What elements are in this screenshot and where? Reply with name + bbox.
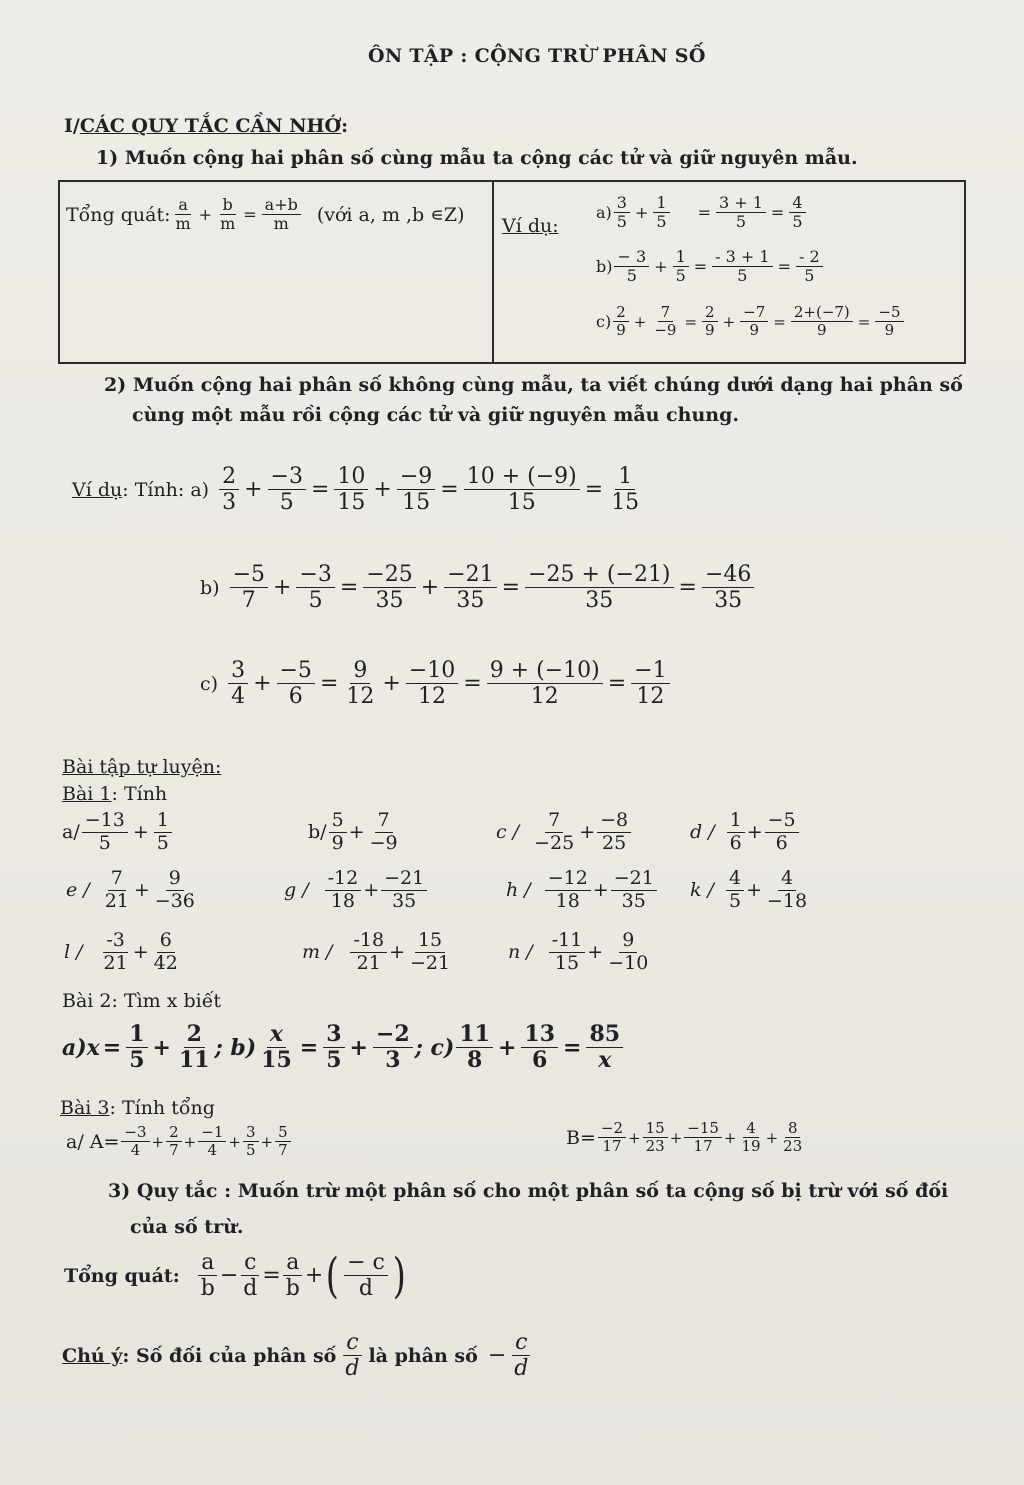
example-label: Ví dụ:	[502, 215, 559, 237]
fraction: $\frac{-5}{6}$	[765, 810, 799, 855]
fraction: $\frac{9}{12}$	[346, 658, 375, 710]
exercise-c: c / $\frac{7}{-25}$ + $\frac{-8}{25}$	[496, 810, 633, 855]
fraction: $\frac{10}{15}$	[334, 464, 368, 516]
rule-3-general: Tổng quát: $\frac{a}{b}$ − $\frac{c}{d}$ = $\frac{a}{b}$ + ( $\frac{- c}{d}$ )	[64, 1247, 406, 1304]
fraction: $\frac{10 + (-9)}{15}$	[464, 464, 580, 516]
example-2b: b) $\frac{-5}{7}$ + $\frac{-3}{5}$ = $\frac{-25}{35}$ + $\frac{-21}{35}$ = $\frac{-25 + (-21)}{35}$ = $\frac{-46}{35}$	[200, 562, 756, 614]
fraction: $\frac{-21}{35}$	[611, 868, 657, 913]
example-2a: Ví dụ: Tính: a) $\frac{2}{3}$ + $\frac{-3}{5}$ = $\frac{10}{15}$ + $\frac{-9}{15}$ = $\frac{10 + (-9)}{15}$ = $\frac{1}{15}$	[72, 464, 644, 516]
exercise-n: n / $\frac{-11}{15}$ + $\frac{9}{-10}$	[508, 930, 653, 975]
fraction: $\frac{-18}{21}$	[350, 930, 387, 975]
fraction: $\frac{- c}{d}$	[344, 1250, 388, 1302]
fraction: $\frac{-25}{35}$	[363, 562, 415, 614]
fraction: $\frac{11}{8}$	[456, 1022, 493, 1074]
fraction: $\frac{7}{-9}$	[369, 809, 398, 854]
rule-2-line2: cùng một mẫu rồi cộng các tử và giữ nguyên mẫu chung.	[132, 404, 739, 426]
bai2-heading: Bài 2: Tìm x biết	[62, 990, 222, 1012]
fraction: $\frac{-3}{21}$	[103, 929, 128, 974]
fraction: $\frac{-21}{35}$	[444, 562, 496, 614]
exercise-k: k / $\frac{4}{5}$ + $\frac{4}{-18}$	[690, 868, 812, 913]
fraction: $\frac{3}{5}$	[614, 194, 630, 232]
exercises-heading: Bài tập tự luyện:	[62, 756, 222, 778]
fraction: $\frac{4}{5}$	[726, 868, 744, 913]
right-paren: )	[392, 1247, 406, 1304]
fraction: $\frac{-9}{15}$	[397, 464, 435, 516]
page-title: ÔN TẬP : CỘNG TRỪ PHÂN SỐ	[368, 45, 706, 67]
fraction: $\frac{-15}{17}$	[684, 1120, 722, 1156]
fraction: $\frac{5}{9}$	[329, 810, 347, 855]
fraction: $\frac{9}{-10}$	[608, 929, 649, 974]
fraction: $\frac{-5}{7}$	[230, 562, 268, 614]
fraction: $\frac{c}{d}$	[511, 1330, 531, 1382]
fraction: $\frac{-1}{12}$	[631, 658, 669, 710]
fraction: $\frac{- 3 + 1}{5}$	[712, 248, 772, 286]
bai3-a: a/ A= $\frac{-3}{4}$ + $\frac{2}{7}$ + $\frac{-1}{4}$ + $\frac{3}{5}$ + $\frac{5}{7}$	[66, 1124, 293, 1160]
fraction: $\frac{1}{5}$	[126, 1022, 147, 1074]
fraction: $\frac{2}{11}$	[178, 1021, 210, 1074]
fraction: $\frac{-2}{3}$	[373, 1022, 413, 1074]
fraction: $\frac{-21}{35}$	[381, 868, 427, 913]
bai3-b: B= $\frac{-2}{17}$ + $\frac{15}{23}$ + $\frac{-15}{17}$ + $\frac{4}{19}$ + $\frac{8}{23}$	[566, 1120, 807, 1156]
exercise-m: m / $\frac{-18}{21}$ + $\frac{15}{-21}$	[302, 930, 455, 975]
fraction: $\frac{1}{6}$	[727, 810, 745, 855]
rule-1-text: 1) Muốn cộng hai phân số cùng mẫu ta cộng các tử và giữ nguyên mẫu.	[96, 147, 858, 169]
fraction: $\frac{-1}{4}$	[198, 1124, 226, 1160]
fraction: $\frac{2}{3}$	[219, 464, 239, 516]
rule-3-line1: 3) Quy tắc : Muốn trừ một phân số cho một phân số ta cộng số bị trừ với số đối	[108, 1180, 949, 1202]
exercise-a: a/ $\frac{-13}{5}$ + $\frac{1}{5}$	[62, 810, 174, 855]
rule-3-line2: của số trừ.	[130, 1216, 244, 1238]
example-a: a) $\frac{3}{5}$ + $\frac{1}{5}$ = $\frac{3 + 1}{5}$ = $\frac{4}{5}$	[596, 194, 808, 232]
fraction: $\frac{8}{23}$	[783, 1119, 803, 1156]
fraction: $\frac{9}{-36}$	[154, 867, 195, 912]
fraction: $\frac{1}{15}$	[611, 464, 640, 516]
fraction: $\frac{-3}{4}$	[121, 1124, 149, 1160]
fraction: $\frac{- 2}{5}$	[796, 248, 823, 286]
fraction: $\frac{c}{d}$	[240, 1250, 260, 1302]
fraction: $\frac{a}{b}$	[198, 1250, 218, 1302]
exercise-h: h / $\frac{-12}{18}$ + $\frac{-21}{35}$	[506, 868, 659, 913]
rule-1-table	[58, 180, 966, 364]
fraction: $\frac{2+(-7)}{9}$	[791, 304, 853, 340]
exercise-d: d / $\frac{1}{6}$ + $\frac{-5}{6}$	[690, 810, 801, 855]
example-b: b) $\frac{- 3}{5}$ + $\frac{1}{5}$ = $\frac{- 3 + 1}{5}$ = $\frac{- 2}{5}$	[596, 248, 825, 286]
fraction: $\frac{-5}{9}$	[875, 304, 903, 340]
bai1-heading: Bài 1: Tính	[62, 783, 168, 805]
fraction: $\frac{3}{5}$	[323, 1022, 344, 1074]
fraction: $\frac{7}{-9}$	[654, 303, 677, 340]
fraction: $\frac{1}{5}$	[653, 194, 669, 232]
bai3-heading: Bài 3: Tính tổng	[60, 1097, 215, 1119]
bai2-equations: a)x = $\frac{1}{5}$ + $\frac{2}{11}$ ; b) $\frac{x}{15}$ = $\frac{3}{5}$ + $\frac{-2}{3}$ ; c) $\frac{11}{8}$ + $\frac{13}{6}$ = $\frac{85}{x}$	[62, 1022, 625, 1074]
fraction: $\frac{-7}{9}$	[740, 304, 768, 340]
fraction: $\frac{13}{6}$	[521, 1022, 558, 1074]
fraction: $\frac{2}{9}$	[613, 304, 629, 340]
fraction: $\frac{7}{21}$	[104, 867, 129, 912]
fraction: $\frac{15}{-21}$	[410, 929, 451, 974]
fraction: $\frac{85}{x}$	[586, 1022, 623, 1074]
fraction: $\frac{x}{15}$	[261, 1021, 292, 1074]
fraction: $\frac{3 + 1}{5}$	[716, 194, 766, 232]
fraction: $\frac{4}{19}$	[741, 1119, 761, 1156]
exercise-l: l / $\frac{-3}{21}$ + $\frac{6}{42}$	[64, 930, 183, 975]
fraction: $\frac{4}{-18}$	[766, 867, 808, 912]
fraction: $\frac{1}{5}$	[154, 810, 172, 855]
fraction: $\frac{a}{b}$	[283, 1250, 303, 1302]
section-heading: I/CÁC QUY TẮC CẦN NHỚ:	[64, 115, 349, 137]
fraction: $\frac{4}{5}$	[789, 194, 805, 232]
fraction: $\frac{-3}{5}$	[268, 464, 306, 516]
fraction: $\frac{c}{d}$	[342, 1330, 362, 1382]
rule-2-line1: 2) Muốn cộng hai phân số không cùng mẫu, ta viết chúng dưới dạng hai phân số	[104, 374, 963, 396]
fraction: $\frac{5}{7}$	[275, 1124, 291, 1160]
fraction: $\frac{9 + (-10)}{12}$	[487, 658, 603, 710]
fraction: $\frac{6}{42}$	[153, 929, 178, 974]
fraction: $\frac{- 3}{5}$	[614, 248, 649, 286]
fraction: $\frac{-8}{25}$	[597, 810, 631, 855]
fraction: $\frac{-46}{35}$	[702, 562, 754, 614]
exercise-e: e / $\frac{7}{21}$ + $\frac{9}{-36}$	[66, 868, 200, 913]
exercise-b: b/ $\frac{5}{9}$ + $\frac{7}{-9}$	[308, 810, 403, 855]
fraction: $\frac{-12}{18}$	[545, 868, 591, 913]
fraction: $\frac{-2}{17}$	[598, 1120, 626, 1156]
fraction: $\frac{1}{5}$	[673, 248, 689, 286]
fraction: $\frac{3}{5}$	[243, 1124, 259, 1160]
fraction: $\frac{-3}{5}$	[296, 562, 334, 614]
fraction: $\frac{-11}{15}$	[549, 930, 586, 975]
fraction: $\frac{-13}{5}$	[82, 810, 128, 855]
fraction: $\frac{a}{m}$	[175, 195, 191, 234]
fraction: $\frac{-12}{18}$	[325, 868, 362, 913]
example-c: c) $\frac{2}{9}$ + $\frac{7}{-9}$ = $\frac{2}{9}$ + $\frac{-7}{9}$ = $\frac{2+(-7)}{9}$ = $\frac{-5}{9}$	[596, 304, 906, 340]
fraction: $\frac{-5}{6}$	[277, 658, 315, 710]
fraction: $\frac{-25 + (-21)}{35}$	[525, 562, 673, 614]
rule-3-note: Chú ý : Số đối của phân số $\frac{c}{d}$ là phân số − $\frac{c}{d}$	[62, 1330, 533, 1382]
fraction: $\frac{15}{23}$	[643, 1120, 668, 1156]
example-cell	[493, 181, 965, 363]
fraction: $\frac{b}{m}$	[220, 195, 236, 234]
fraction: $\frac{7}{-25}$	[534, 809, 575, 854]
exercise-g: g / $\frac{-12}{18}$ + $\frac{-21}{35}$	[284, 868, 429, 913]
general-formula-cell: Tổng quát: $\frac{a}{m}$ + $\frac{b}{m}$ = $\frac{a+b}{m}$ (với a, m ,b ∊Z)	[59, 181, 493, 363]
example-2c: c) $\frac{3}{4}$ + $\frac{-5}{6}$ = $\frac{9}{12}$ + $\frac{-10}{12}$ = $\frac{9 + (-10)}{12}$ = $\frac{-1}{12}$	[200, 658, 672, 710]
left-paren: (	[326, 1247, 340, 1304]
fraction: $\frac{a+b}{m}$	[262, 196, 301, 234]
fraction: $\frac{-10}{12}$	[406, 658, 458, 710]
fraction: $\frac{2}{7}$	[166, 1124, 182, 1160]
condition-text: (với a, m ,b ∊Z)	[316, 203, 465, 226]
fraction: $\frac{3}{4}$	[228, 658, 248, 710]
fraction: $\frac{2}{9}$	[702, 304, 718, 340]
